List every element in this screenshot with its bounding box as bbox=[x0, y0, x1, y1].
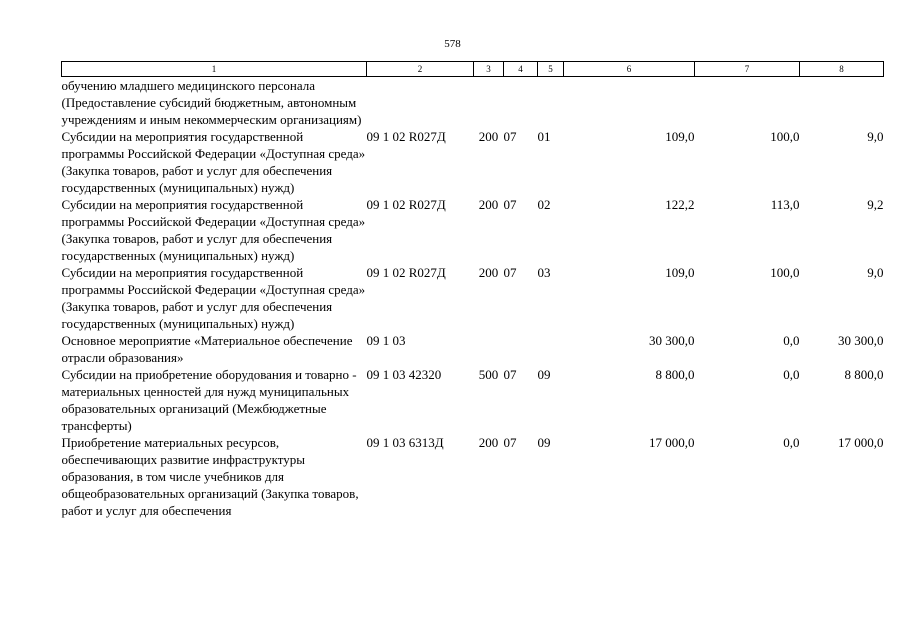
header-cell-1: 1 bbox=[62, 62, 367, 77]
budget-table bbox=[61, 61, 884, 519]
row-pr: 03 bbox=[537, 265, 551, 280]
row-value-8 bbox=[800, 77, 884, 129]
row-value-7: 100,0 bbox=[770, 265, 800, 280]
row-code: 09 1 03 bbox=[366, 333, 406, 348]
table-row bbox=[62, 128, 884, 196]
table-header bbox=[62, 62, 884, 77]
row-code: 09 1 02 R027Д bbox=[366, 197, 446, 212]
row-value-8: 30 300,0 bbox=[838, 333, 884, 348]
row-code: 09 1 02 R027Д bbox=[366, 129, 446, 144]
header-cell-6: 6 bbox=[564, 62, 695, 77]
row-vr: 500 bbox=[478, 367, 499, 382]
row-pr: 09 bbox=[537, 367, 551, 382]
header-cell-7: 7 bbox=[695, 62, 800, 77]
row-rz: 07 bbox=[503, 129, 517, 144]
header-cell-2: 2 bbox=[367, 62, 474, 77]
row-value-8: 17 000,0 bbox=[838, 435, 884, 450]
row-value-6: 122,2 bbox=[665, 197, 695, 212]
row-value-7: 0,0 bbox=[783, 367, 800, 382]
row-pr bbox=[538, 332, 564, 366]
table-row bbox=[62, 434, 884, 519]
row-value-6: 109,0 bbox=[665, 265, 695, 280]
row-rz: 07 bbox=[503, 197, 517, 212]
header-cell-8: 8 bbox=[800, 62, 884, 77]
table-row bbox=[62, 366, 884, 434]
row-name: Приобретение материальных ресурсов, обеспечивающих развитие инфраструктуры образования, в том числе учебников для общеобразовательных организаций (Закупка товаров, работ и услуг для обеспечения bbox=[61, 435, 359, 518]
row-value-6: 109,0 bbox=[665, 129, 695, 144]
row-pr: 02 bbox=[537, 197, 551, 212]
row-vr bbox=[474, 77, 504, 129]
row-rz: 07 bbox=[503, 435, 517, 450]
row-value-6: 30 300,0 bbox=[649, 333, 695, 348]
row-name: Основное мероприятие «Материальное обеспечение отрасли образования» bbox=[61, 333, 353, 365]
row-name: Субсидии на приобретение оборудования и товарно - материальных ценностей для нужд муниципальных образовательных организаций (Межбюджетные трансферты) bbox=[61, 367, 357, 433]
row-value-6: 8 800,0 bbox=[655, 367, 695, 382]
row-name: Субсидии на мероприятия государственной программы Российской Федерации «Доступная среда» (Закупка товаров, работ и услуг для обеспечения государственных (муниципальных) нужд) bbox=[61, 197, 366, 263]
row-value-7 bbox=[695, 77, 800, 129]
table-row bbox=[62, 77, 884, 129]
row-pr: 01 bbox=[537, 129, 551, 144]
row-code: 09 1 03 6313Д bbox=[366, 435, 444, 450]
row-vr: 200 bbox=[478, 265, 499, 280]
row-value-6: 17 000,0 bbox=[649, 435, 695, 450]
row-vr bbox=[474, 332, 504, 366]
row-value-7: 0,0 bbox=[783, 435, 800, 450]
row-code: 09 1 03 42320 bbox=[366, 367, 442, 382]
row-code: 09 1 02 R027Д bbox=[366, 265, 446, 280]
table-row bbox=[62, 196, 884, 264]
table-row bbox=[62, 264, 884, 332]
page-number: 578 bbox=[444, 38, 461, 50]
table-body bbox=[62, 77, 884, 520]
row-value-8: 9,0 bbox=[867, 129, 884, 144]
row-value-8: 9,0 bbox=[867, 265, 884, 280]
row-vr: 200 bbox=[478, 129, 499, 144]
row-value-6 bbox=[564, 77, 695, 129]
row-name: Субсидии на мероприятия государственной программы Российской Федерации «Доступная среда» (Закупка товаров, работ и услуг для обеспечения государственных (муниципальных) нужд) bbox=[61, 265, 366, 331]
header-cell-5: 5 bbox=[538, 62, 564, 77]
row-value-7: 0,0 bbox=[783, 333, 800, 348]
row-rz: 07 bbox=[503, 367, 517, 382]
row-pr: 09 bbox=[537, 435, 551, 450]
row-pr bbox=[538, 77, 564, 129]
header-row bbox=[62, 62, 884, 77]
row-vr: 200 bbox=[478, 197, 499, 212]
row-name: Субсидии на мероприятия государственной программы Российской Федерации «Доступная среда» (Закупка товаров, работ и услуг для обеспечения государственных (муниципальных) нужд) bbox=[61, 129, 366, 195]
header-cell-3: 3 bbox=[474, 62, 504, 77]
row-code bbox=[367, 77, 474, 129]
row-value-8: 8 800,0 bbox=[844, 367, 884, 382]
row-rz bbox=[504, 332, 538, 366]
row-name: обучению младшего медицинского персонала (Предоставление субсидий бюджетным, автономным учреждениям и иным некоммерческим организациям) bbox=[61, 78, 362, 127]
row-value-7: 113,0 bbox=[770, 197, 800, 212]
row-vr: 200 bbox=[478, 435, 499, 450]
table-row bbox=[62, 332, 884, 366]
row-value-8: 9,2 bbox=[867, 197, 884, 212]
row-rz: 07 bbox=[503, 265, 517, 280]
row-value-7: 100,0 bbox=[770, 129, 800, 144]
row-rz bbox=[504, 77, 538, 129]
header-cell-4: 4 bbox=[504, 62, 538, 77]
